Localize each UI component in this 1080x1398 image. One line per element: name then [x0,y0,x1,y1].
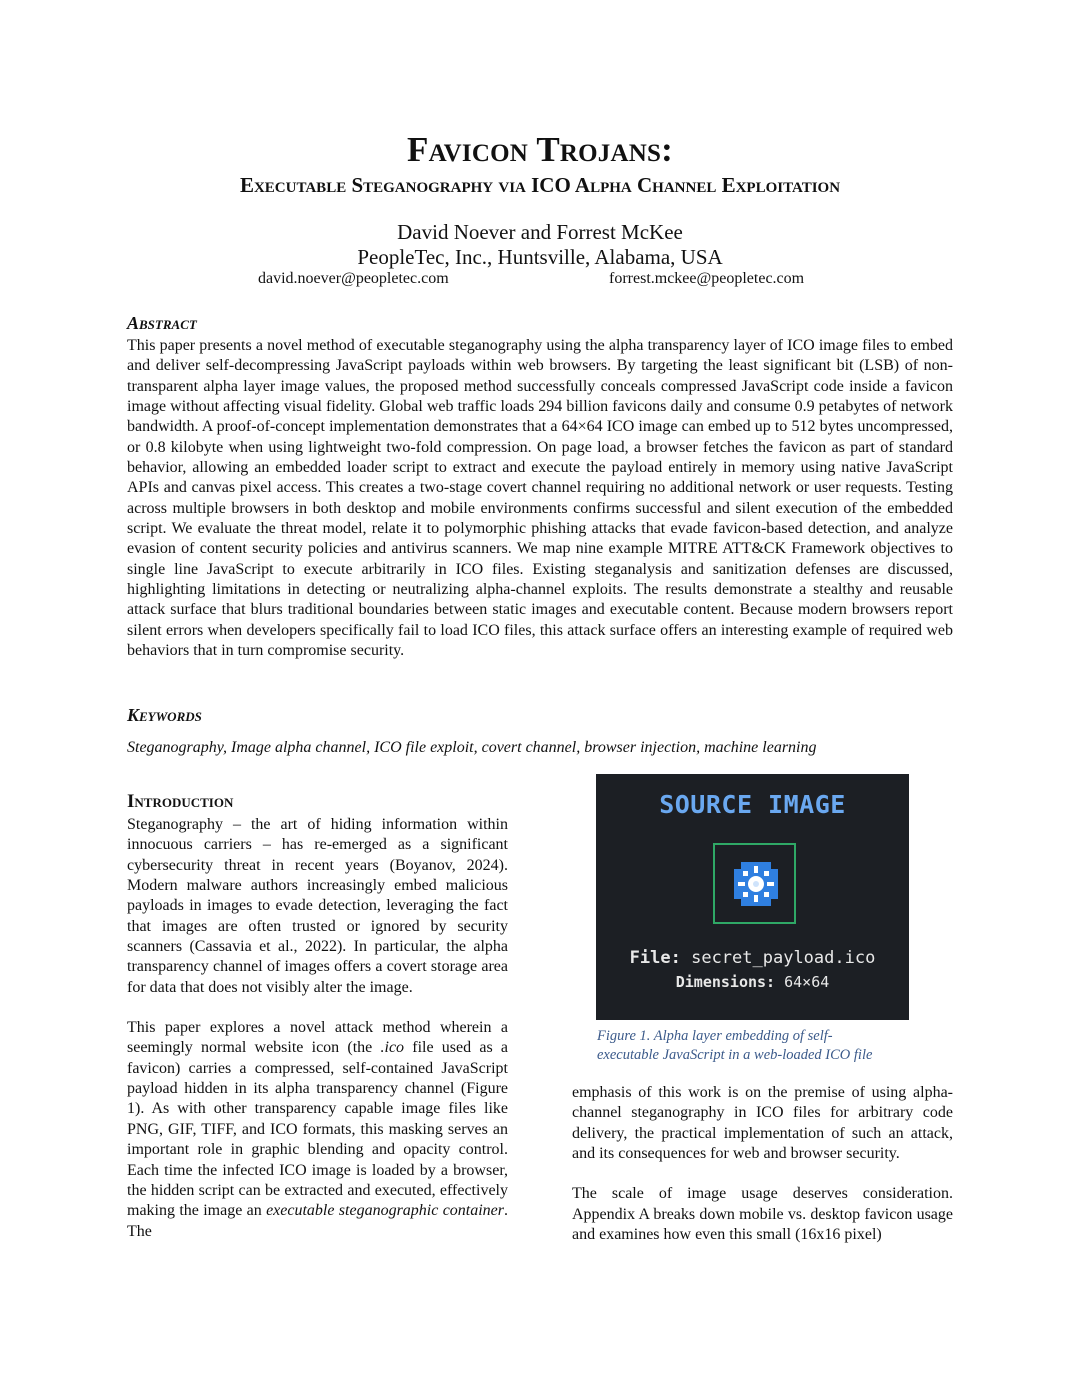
right-paragraph-2: The scale of image usage deserves consideration. Appendix A breaks down mobile vs. desktop favicon usage and examines how even this small (16x16 pixel) [572,1185,953,1244]
figure-file-line: File: secret_payload.ico [629,948,876,968]
right-paragraph-1: emphasis of this work is on the premise of using alpha-channel steganography in ICO files for arbitrary code delivery, the practical implementation of such an attack, and its consequences for web and browser security. [572,1084,953,1163]
intro-paragraph-1: Steganography – the art of hiding information within innocuous carriers – has re-emerged as a significant cybersecurity threat in recent years (Boyanov, 2024). Modern malware authors increasingly embed malicious payloads in images to evade detection, leveraging the fact that images are often trusted or ignored by security scanners (Cassavia et al., 2022). In particular, the alpha transparency channel of images offers a covert storage area for data that does not visibly alter the image. [127,816,508,996]
affiliation: PeopleTec, Inc., Huntsville, Alabama, USA [357,245,723,269]
abstract-heading: Abstract [127,313,197,333]
introduction-heading: Introduction [127,791,234,812]
gear-icon [731,859,781,909]
favicon-frame [713,843,796,924]
email-noever[interactable]: david.noever@peopletec.com [258,270,449,287]
figure-dimensions-line: Dimensions: 64×64 [675,973,830,991]
figure-1 [596,774,909,1020]
paper-subtitle: Executable Steganography via ICO Alpha Channel Exploitation [239,173,841,197]
authors: David Noever and Forrest McKee [397,220,683,244]
abstract-text: This paper presents a novel method of executable steganography using the alpha transparency layer of ICO image files to embed and deliver self-decompressing JavaScript payloads within web browsers. By targeting the least significant bit (LSB) of non-transparent alpha layer image values, the proposed method successfully conceals compressed JavaScript code inside a favicon image without affecting visual fidelity. Global web traffic loads 294 billion favicons daily and consume 0.9 petabytes of network bandwidth. A proof-of-concept implementation demonstrates that a 64×64 ICO image can embed up to 512 bytes uncompressed, or 0.8 kilobyte when using lightweight two-fold compression. On page load, a browser fetches the favicon as part of standard behavior, allowing an embedded loader script to extract and execute the payload entirely in memory using native JavaScript APIs and canvas pixel access. This creates a two-stage covert channel requiring no additional network or user requests. Testing across multiple browsers in both desktop and mobile environments confirms successful and silent execution of the embedded script. We evaluate the threat model, relate it to polymorphic phishing attacks that evade favicon-based detection, and analyze evasion of content security policies and antivirus scanners. We map nine example MITRE ATT&CK Framework objectives to single line JavaScript to execute arbitrarily in ICO files. Existing steganalysis and sanitization defenses are discussed, highlighting limitations in detecting or neutralizing alpha-channel exploits. The results demonstrate a stealthy and reusable attack surface that blurs traditional boundaries between static images and executable content. Because modern browsers report silent errors when developers specifically fail to load ICO files, this attack surface offers an interesting example of required web behaviors that in turn compromise security. [127,337,953,660]
left-column [127,815,508,1242]
keywords-heading: Keywords [127,705,202,725]
figure-title: SOURCE IMAGE [659,790,846,819]
email-mckee[interactable]: forrest.mckee@peopletec.com [609,270,805,287]
keywords-text: Steganography, Image alpha channel, ICO file exploit, covert channel, browser injection, machine learning [127,739,817,756]
intro-paragraph-2: This paper explores a novel attack method wherein a seemingly normal website icon (the .ico file used as a favicon) carries a compressed, self-contained JavaScript payload hidden in its alpha transparency channel (Figure 1). As with other transparency capable image files like PNG, GIF, TIFF, and ICO formats, this masking serves an important role in graphic blending and opacity control. Each time the infected ICO image is loaded by a browser, the hidden script can be extracted and executed, effectively making the image an executable steganographic container. The [127,1019,509,1240]
paper-title: Favicon Trojans: [407,130,673,169]
right-column [572,1083,953,1245]
figure-caption: Figure 1. Alpha layer embedding of self- executable JavaScript in a web-loaded ICO file [597,1028,873,1063]
